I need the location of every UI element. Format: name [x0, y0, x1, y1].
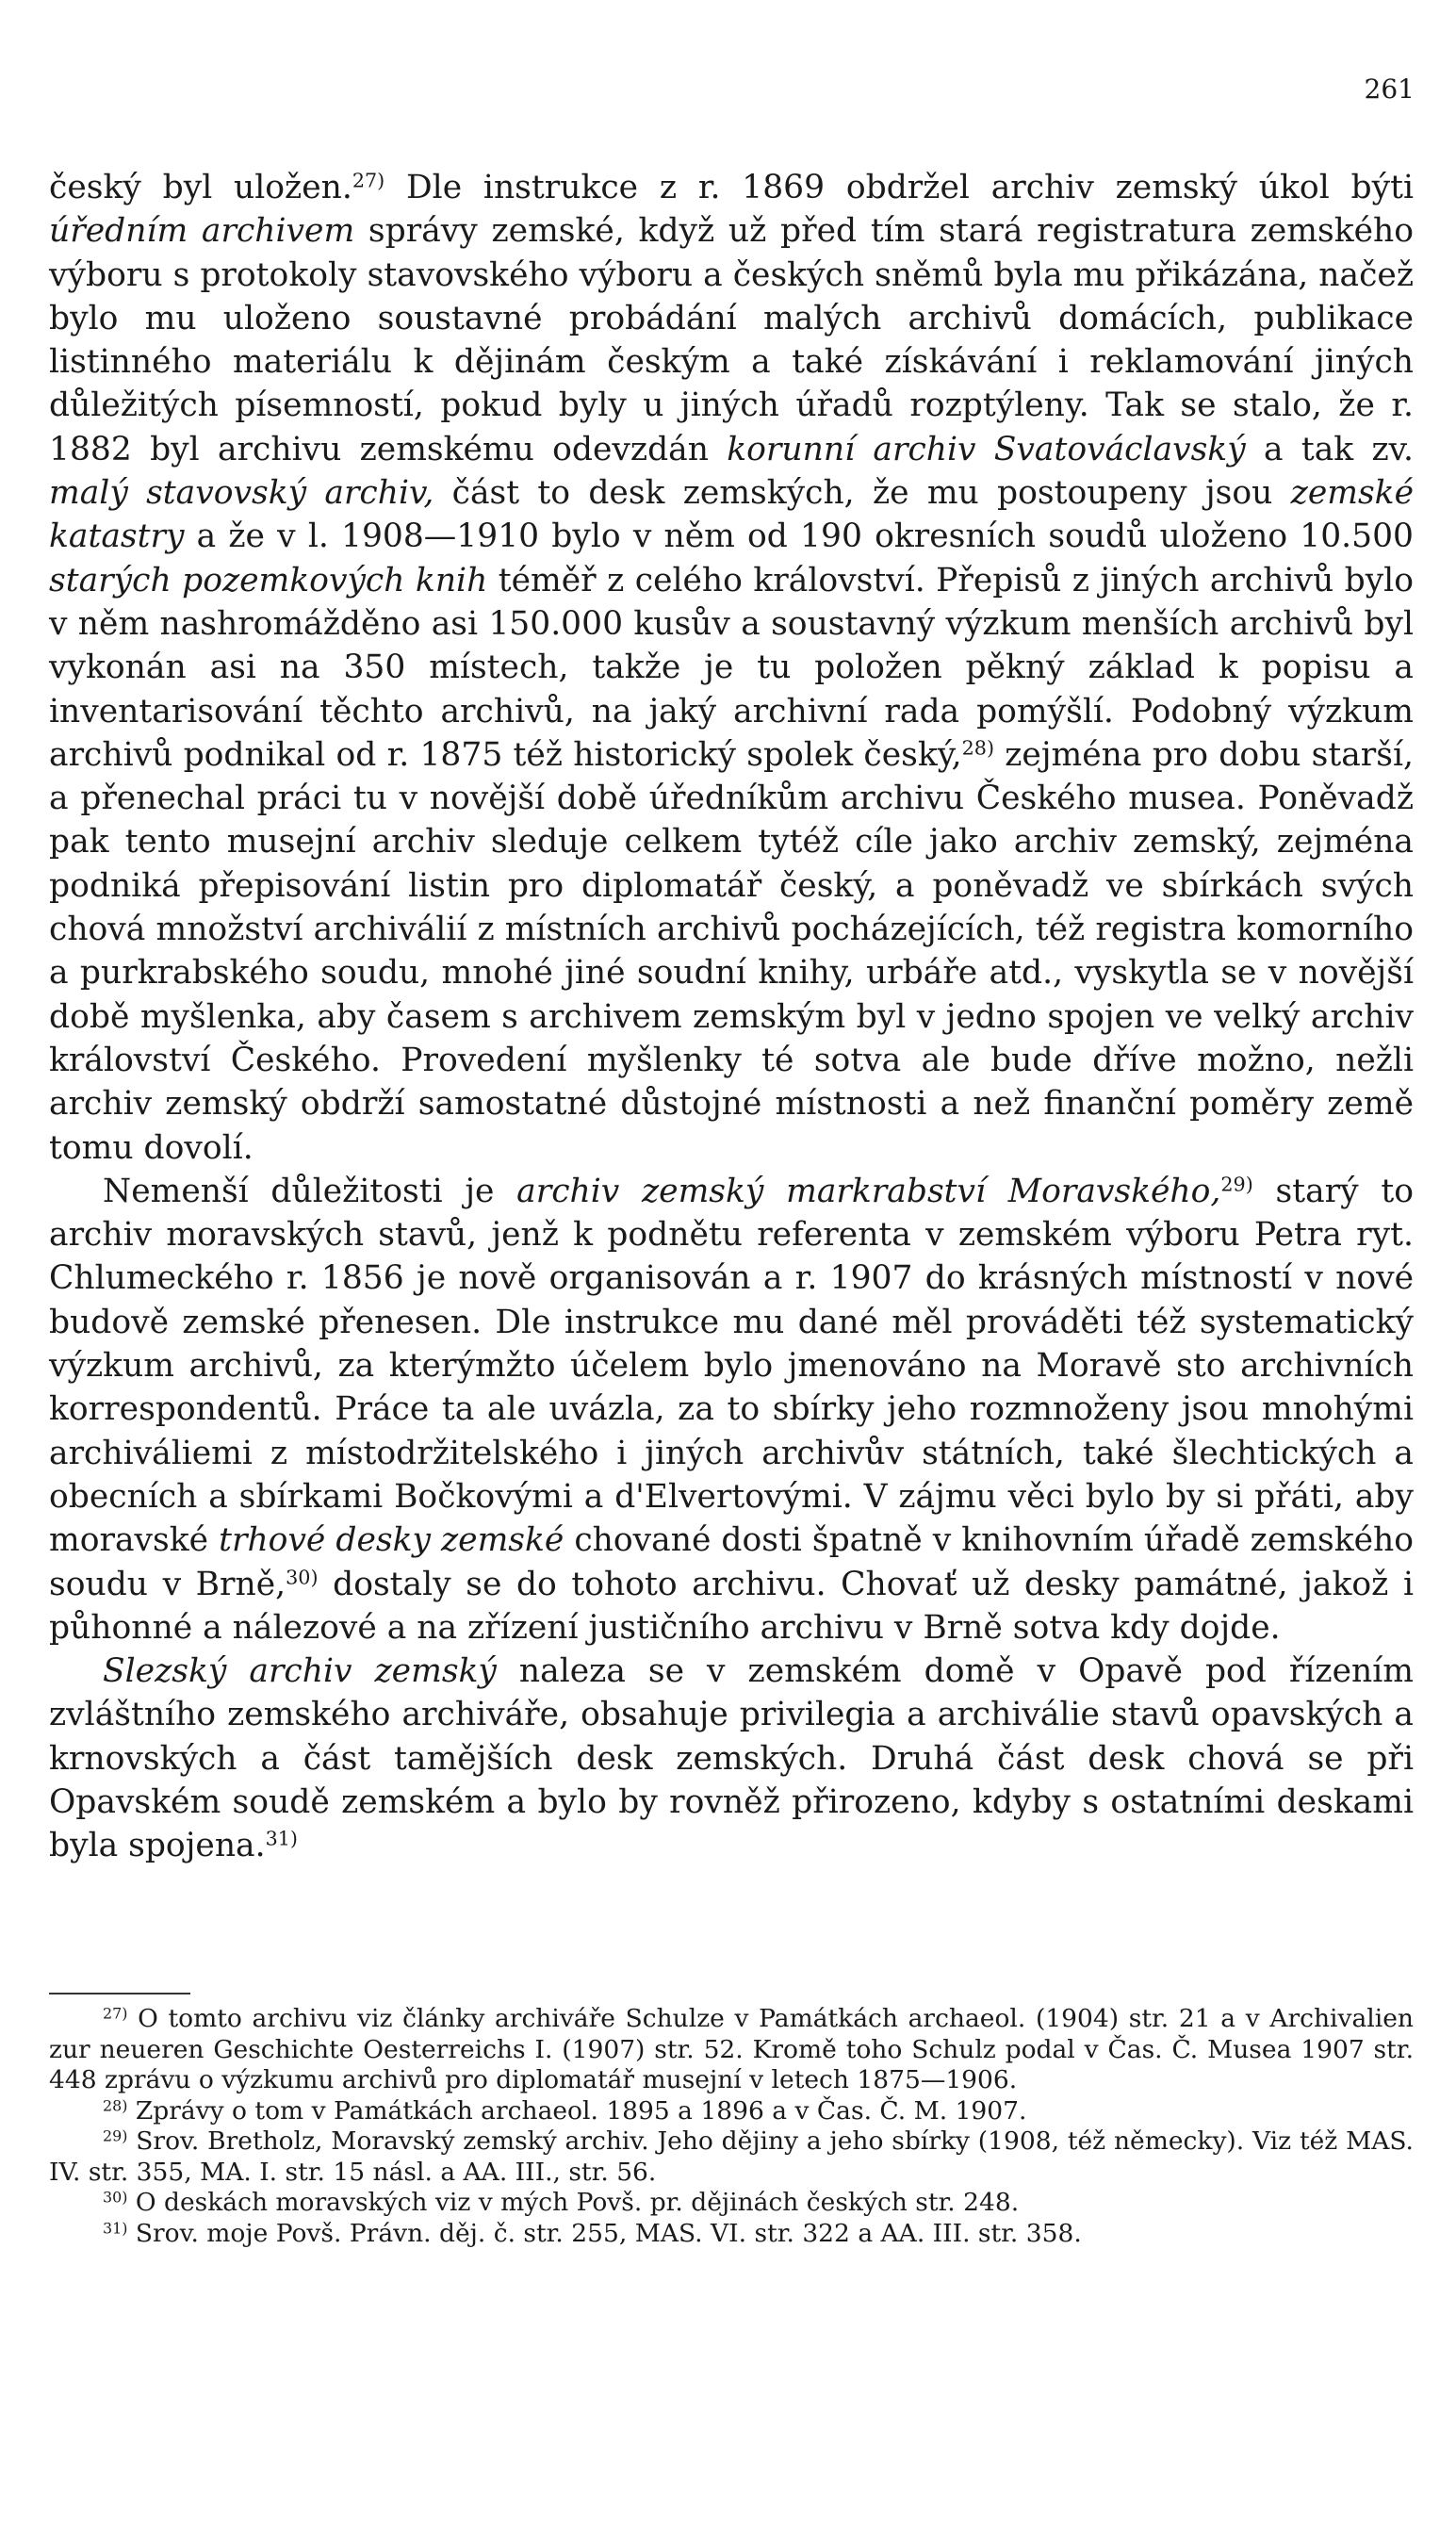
footnote-ref: 28): [961, 736, 995, 760]
footnote-ref: 30): [103, 2188, 128, 2207]
footnote-ref: 30): [286, 1566, 319, 1589]
text-run: a že v l. 1908—1910 bylo v něm od 190 okresních soudů uloženo 10.500: [184, 517, 1414, 556]
italic-text: zemské katastry: [49, 474, 1414, 556]
text-run: chované dosti špatně v knihovním úřadě zemského soudu v Brně,: [49, 1521, 1415, 1603]
footnote: [49, 2188, 1414, 2219]
text-run: téměř z celého království. Přepisů z jiných archivů bylo v něm nashromážděno asi 150.000 kusův a soustavný výzkum menších archivů byl vykonán asi na 350 místech, takže je tu položen pěkný základ k popisu a inventarisování těchto archivů, na jaký archivní rada pomýšlí. Podobný výzkum archivů podnikal od r. 1875 též historický spolek český,: [49, 561, 1414, 774]
paragraph: [49, 166, 1414, 1170]
text-run: starý to archiv moravských stavů, jenž k podnětu referenta v zemském výboru Petra ryt. Chlumeckého r. 1856 je nově organisován a r. 1907 do krásných místností v nové budově zemské přenesen. Dle instrukce mu dané měl prováděti též systematický výzkum archivů, za kterýmžto účelem bylo jmenováno na Moravě sto archivních korrespondentů. Práce ta ale uvázla, za to sbírky jeho rozmnoženy jsou mnohými archiváliemi z místodržitelského i jiných archivův státních, také šlechtických a obecních a sbírkami Bočkovými a d'Elvertovými. V zájmu věci bylo by si přáti, aby moravské: [49, 1172, 1414, 1560]
paragraph: [49, 1170, 1414, 1650]
paragraph: [49, 1650, 1414, 1867]
text-run: Zprávy o tom v Památkách archaeol. 1895 a 1896 a v Čas. Č. M. 1907.: [127, 2095, 1027, 2126]
italic-text: malý stavovský archiv,: [49, 474, 434, 513]
italic-text: starých pozemkových knih: [49, 561, 488, 599]
text-run: Srov. Bretholz, Moravský zemský archiv. Jeho dějiny a jeho sbírky (1908, též německy). Viz též MAS. IV. str. 355, MA. I. str. 15 násl. a AA. III., str. 56.: [49, 2126, 1414, 2187]
text-run: dostaly se do tohoto archivu. Chovať už desky památné, jakož i půhonné a nálezové a na zřízení justičního archivu v Brně sotva kdy dojde.: [49, 1565, 1414, 1647]
footnotes: [49, 2004, 1414, 2249]
text-run: Nemenší důležitosti je: [103, 1172, 517, 1210]
footnote-ref: 29): [1220, 1173, 1253, 1196]
text-run: a tak zv.: [1245, 430, 1414, 468]
italic-text: Slezský archiv zemský: [103, 1652, 497, 1691]
text-run: O deskách moravských viz v mých Povš. pr. dějinách českých str. 248.: [127, 2188, 1020, 2217]
text-run: správy zemské, když už před tím stará registratura zemského výboru s protokoly stavovského výboru a českých sněmů byla mu přikázána, načež bylo mu uloženo soustavné probádání malých archivů domácích, publikace listinného materiálu k dějinám českým a také získávání i reklamování jiných důležitých písemností, pokud byly u jiných úřadů rozptýleny. Tak se stalo, že r. 1882 byl archivu zemskému odevzdán: [49, 212, 1415, 468]
italic-text: trhové desky zemské: [219, 1521, 564, 1560]
text-run: naleza se v zemském domě v Opavě pod řízením zvláštního zemského archiváře, obsahuje privilegia a archiválie stavů opavských a krnovských a část tamějších desk zemských. Druhá část desk chová se při Opavském soudě zemském a bylo by rovněž přirozeno, kdyby s ostatními deskami byla spojena.: [49, 1652, 1414, 1865]
footnote-ref: 31): [103, 2218, 128, 2237]
text-run: český byl uložen.: [49, 169, 352, 206]
footnote: [49, 2096, 1414, 2127]
italic-text: korunní archiv Svatováclavský: [727, 430, 1246, 468]
footnote: [49, 2004, 1414, 2096]
text-run: zejména pro dobu starší, a přenechal práci tu v novější době úředníkům archivu Českého musea. Poněvadž pak tento musejní archiv sleduje celkem tytéž cíle jako archiv zemský, zejména podniká přepisování listin pro diplomatář český, a poněvadž ve sbírkách svých chová množství archiválií z místních archivů pocházejících, též registra komorního a purkrabského soudu, mnohé jiné soudní knihy, urbáře atd., vyskytla se v novější době myšlenka, aby časem s archivem zemským byl v jedno spojen ve velký archiv království Českého. Provedení myšlenky té sotva ale bude dříve možno, nežli archiv zemský obdrží samostatné důstojné místnosti a než finanční poměry země tomu dovolí.: [49, 735, 1414, 1167]
footnote-ref: 27): [352, 169, 385, 192]
footnote: [49, 2219, 1414, 2250]
italic-text: archiv zemský markrabství Moravského,: [516, 1172, 1221, 1210]
text-run: O tomto archivu viz články archiváře Schulze v Památkách archaeol. (1904) str. 21 a v Archivalien zur neueren Geschichte Oesterreichs I. (1907) str. 52. Kromě toho Schulz podal v Čas. Č. Musea 1907 str. 448 zprávu o výzkumu archivů pro diplomatář musejní v letech 1875—1906.: [49, 2004, 1414, 2094]
main-text: [49, 166, 1414, 1868]
footnote: [49, 2126, 1414, 2188]
footnote-divider: [49, 1993, 190, 1994]
text-run: část to desk zemských, že mu postoupeny jsou: [434, 474, 1291, 513]
page-number: 261: [1364, 74, 1415, 105]
footnote-ref: 27): [103, 2004, 128, 2023]
footnote-ref: 29): [103, 2126, 128, 2145]
text-run: Srov. moje Povš. Právn. děj. č. str. 255, MAS. VI. str. 322 a AA. III. str. 358.: [127, 2218, 1082, 2248]
text-run: Dle instrukce z r. 1869 obdržel archiv zemský úkol býti: [384, 169, 1414, 206]
footnote-ref: 28): [103, 2095, 128, 2114]
footnote-ref: 31): [265, 1827, 298, 1850]
italic-text: úředním archivem: [49, 212, 355, 251]
